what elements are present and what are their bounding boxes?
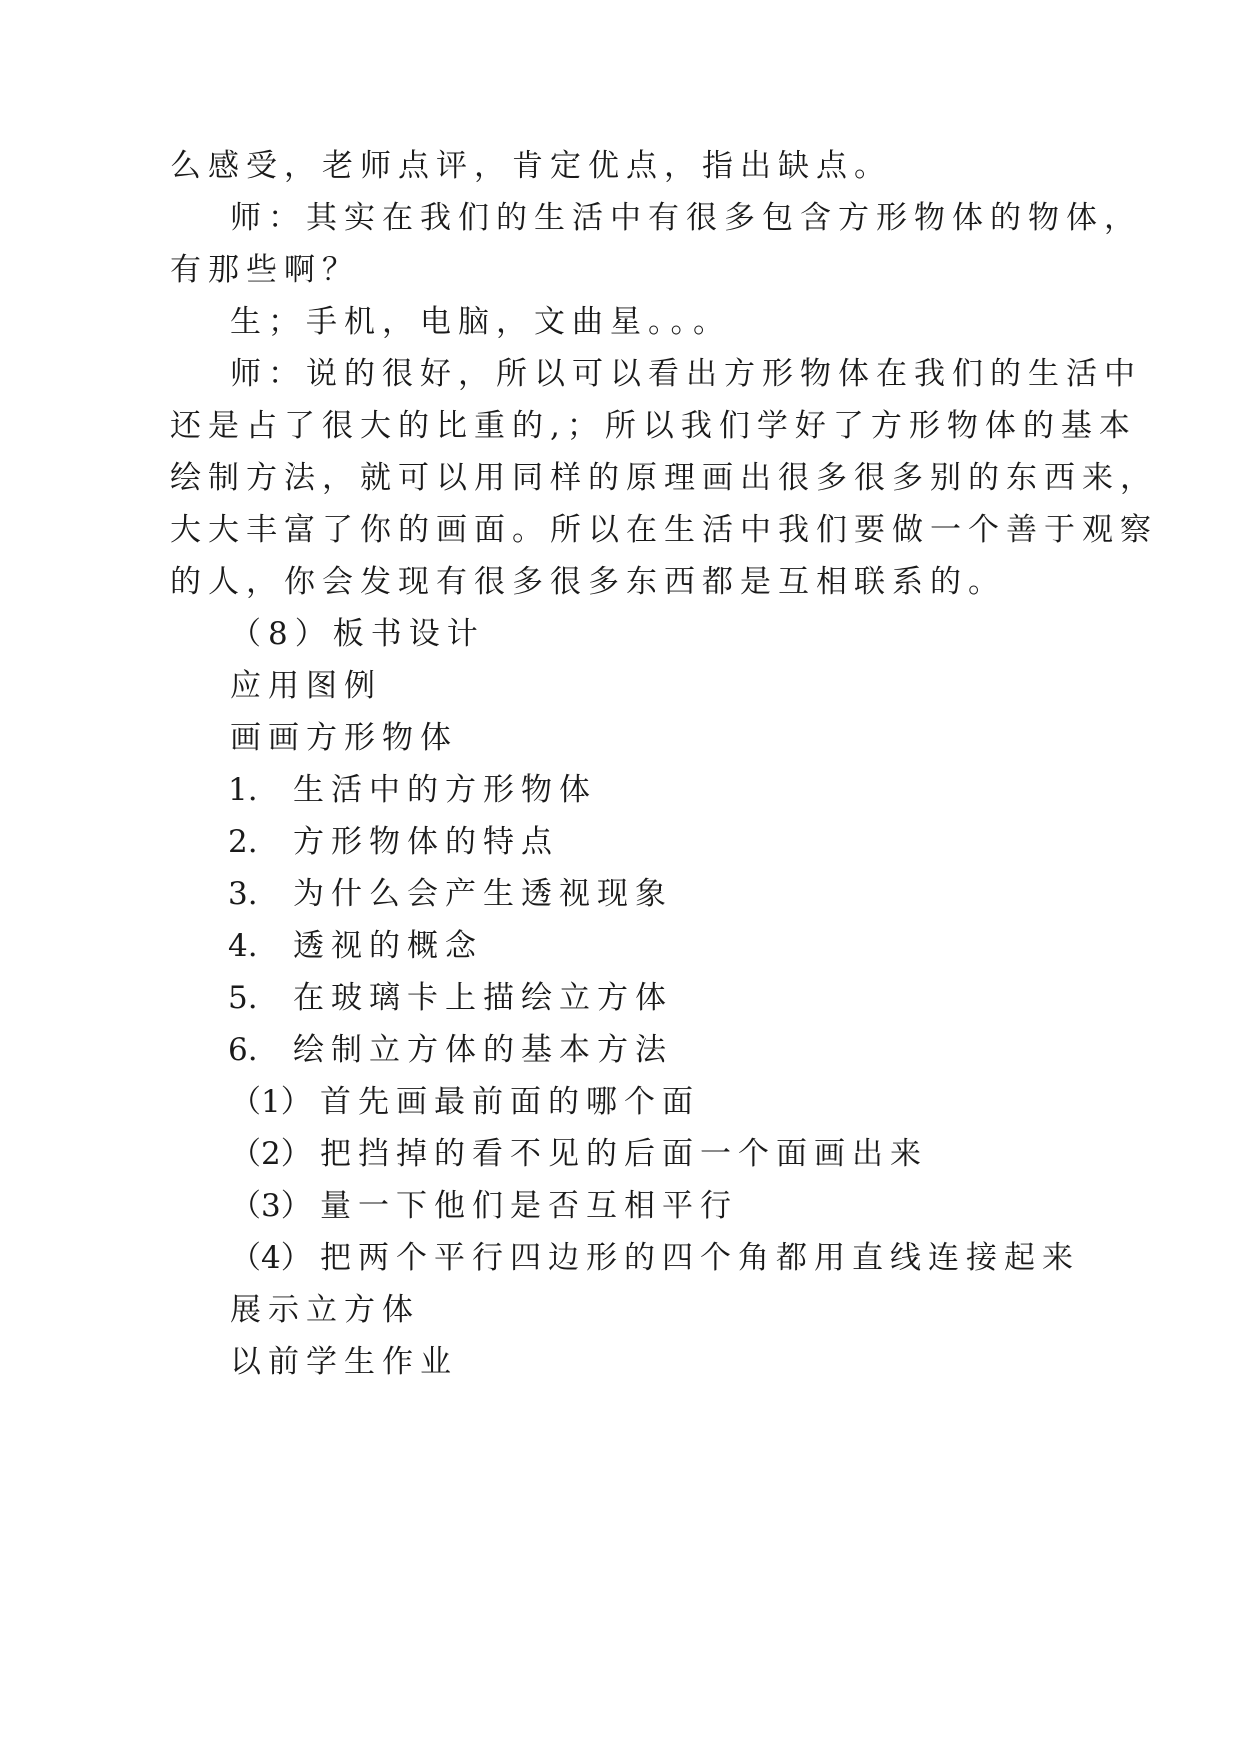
list-item-number: 1. (228, 772, 258, 808)
list-item (228, 874, 673, 914)
step-item (230, 1186, 738, 1226)
paragraph-line: 还是占了很大的比重的,；所以我们学好了方形物体的基本 (170, 408, 1137, 444)
list-item-text: 透视的概念 (293, 928, 483, 964)
list-item-number: 3. (228, 876, 258, 912)
paragraph-line: 师：其实在我们的生活中有很多包含方形物体的物体， (230, 200, 1142, 236)
list-item-text: 生活中的方形物体 (293, 772, 597, 808)
list-item-text: 在玻璃卡上描绘立方体 (293, 980, 673, 1016)
list-item-text: 为什么会产生透视现象 (293, 876, 673, 912)
paragraph-line: 绘制方法，就可以用同样的原理画出很多很多别的东西来， (170, 460, 1158, 496)
step-number: （1） (230, 1084, 312, 1120)
step-text: 量一下他们是否互相平行 (320, 1188, 738, 1224)
list-item-number: 4. (228, 928, 258, 964)
paragraph-line: 师：说的很好，所以可以看出方形物体在我们的生活中 (230, 356, 1142, 392)
board-subheading: 画画方形物体 (230, 720, 458, 756)
paragraph-line: 的人，你会发现有很多很多东西都是互相联系的。 (170, 564, 1006, 600)
list-item (228, 978, 673, 1018)
list-item-text: 绘制立方体的基本方法 (293, 1032, 673, 1068)
list-item (228, 926, 483, 966)
paragraph-line: 生；手机，电脑，文曲星。。。 (230, 304, 731, 340)
step-text: 把两个平行四边形的四个角都用直线连接起来 (320, 1240, 1080, 1276)
paragraph-line: 么感受，老师点评，肯定优点，指出缺点。 (170, 148, 892, 184)
list-item-number: 2. (228, 824, 258, 860)
step-number: （2） (230, 1136, 312, 1172)
board-line: 展示立方体 (230, 1292, 420, 1328)
list-item-number: 5. (228, 980, 258, 1016)
step-number: （3） (230, 1188, 312, 1224)
list-item (228, 822, 559, 862)
step-text: 把挡掉的看不见的后面一个面画出来 (320, 1136, 928, 1172)
step-text: 首先画最前面的哪个面 (320, 1084, 700, 1120)
step-item (230, 1082, 700, 1122)
step-number: （4） (230, 1240, 312, 1276)
list-item-text: 方形物体的特点 (293, 824, 559, 860)
paragraph-line: 有那些啊？ (170, 252, 360, 288)
paragraph-line: 大大丰富了你的画面。所以在生活中我们要做一个善于观察 (170, 512, 1158, 548)
list-item-number: 6. (228, 1032, 258, 1068)
list-item (228, 770, 597, 810)
list-item (228, 1030, 673, 1070)
step-item (230, 1238, 1080, 1278)
section-heading: （8）板书设计 (230, 616, 485, 652)
step-item (230, 1134, 928, 1174)
board-line: 以前学生作业 (230, 1344, 458, 1380)
board-subheading: 应用图例 (230, 668, 382, 704)
